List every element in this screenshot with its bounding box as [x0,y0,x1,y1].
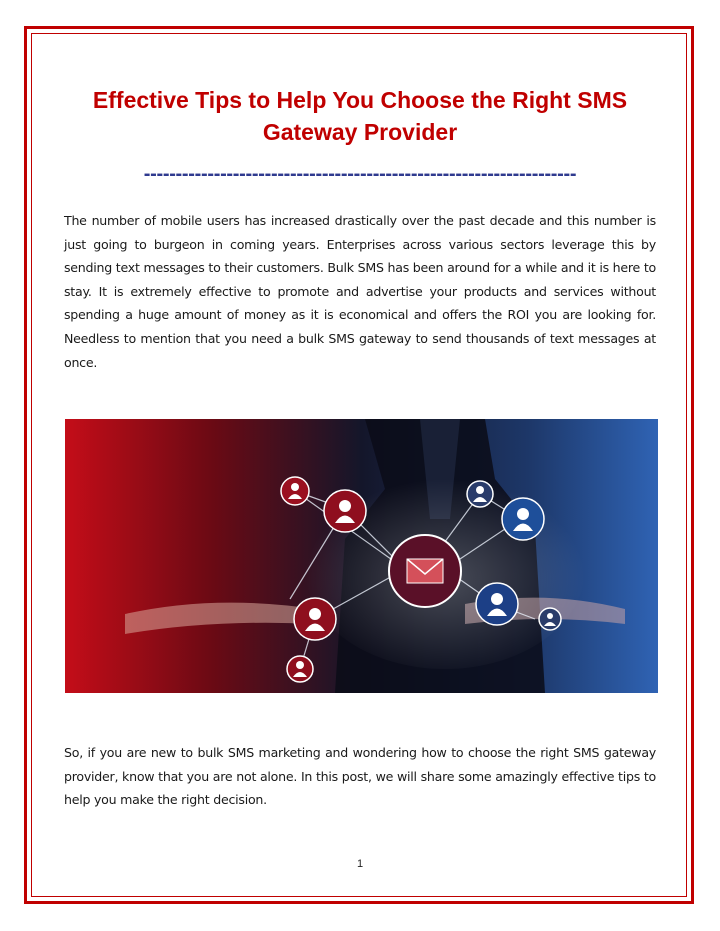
hero-image [65,419,658,693]
page-number: 1 [356,858,364,870]
closing-paragraph: So, if you are new to bulk SMS marketing and wondering how to choose the right SMS gateway provider, know that you are not alone. In this post, we will share some amazingly effective tips to help you make the right decision. [64,745,656,808]
intro-paragraph: The number of mobile users has increased drastically over the past decade and this number is just going to burgeon in coming years. Enterprises across various sectors leverage this by sending text messages to their customers. Bulk SMS has been around for a while and it is here to stay. It is extremely effective to promote and advertise your products and services without spending a huge amount of money as it is economical and offers the ROI you are looking for. Needless to mention that you need a bulk SMS gateway to send thousands of text messages at once. [64,213,656,370]
envelope-icon [389,535,461,607]
title-divider: -------------------------------------------------------------------- [143,163,577,185]
document-title: Effective Tips to Help You Choose the Right SMS Gateway Provider [92,87,628,145]
